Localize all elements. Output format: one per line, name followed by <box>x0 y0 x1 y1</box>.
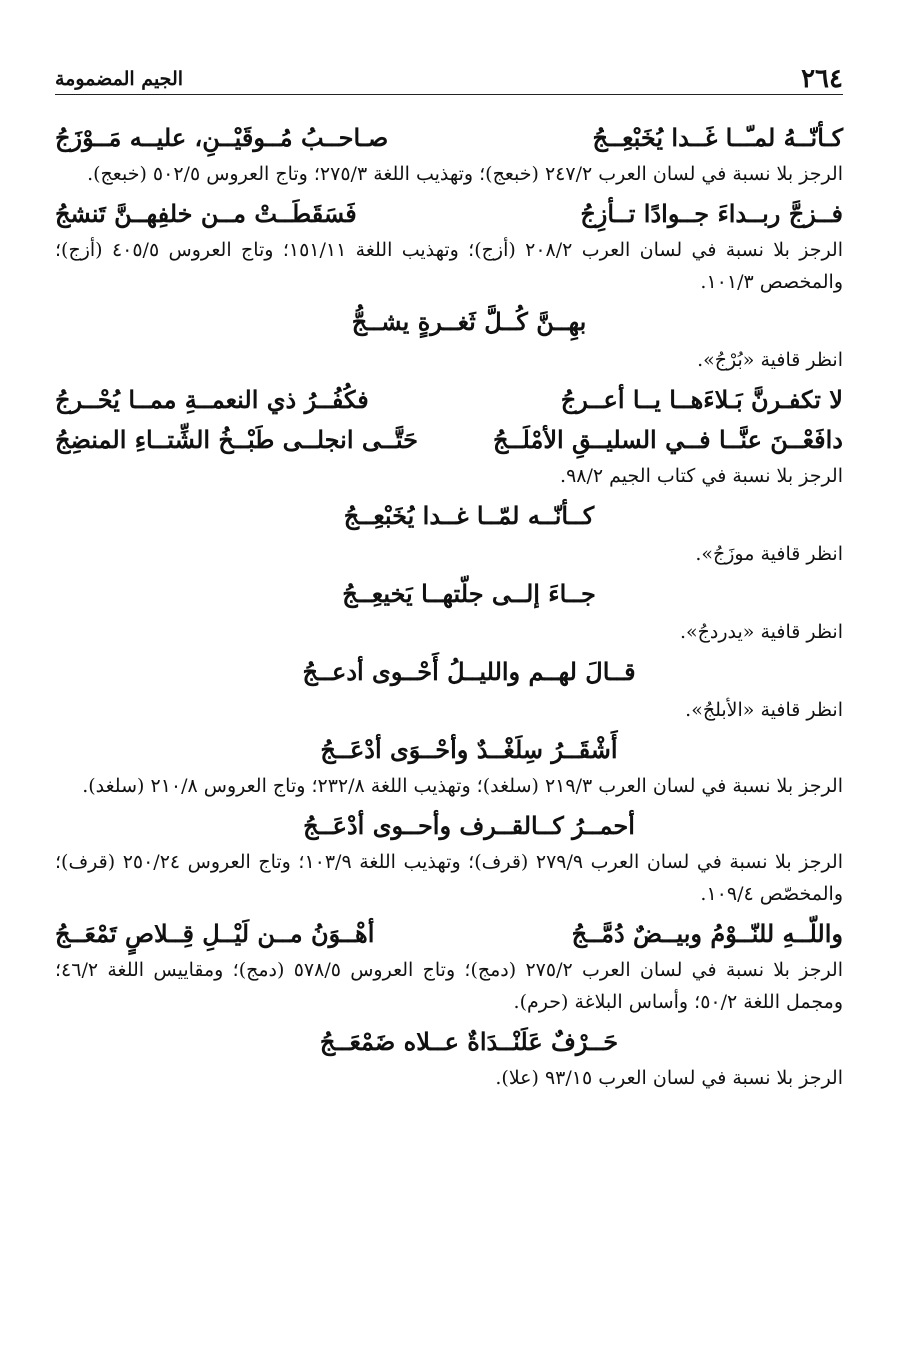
citation-note: الرجز بلا نسبة في لسان العرب ٩٣/١٥ (علا). <box>495 1067 843 1089</box>
page-number: ٢٦٤ <box>801 64 843 94</box>
verse-second-hemistich: فكُفُــرُ ذي النعمــةِ ممــا يُحْــرجُ <box>55 385 369 414</box>
verse-single: أَشْقَــرُ سِلَغْــدٌ وأحْــوَى أدْعَــجُ <box>320 735 618 764</box>
verse-line <box>55 194 843 234</box>
verse-second-hemistich: فَسَقَطَــتْ مــن خلفِهــنَّ تَنشجُ <box>55 199 357 228</box>
verse-second-hemistich: أهْــوَنُ مــن لَيْــلِ قِــلاصٍ تَمْعَــجُ <box>55 919 375 948</box>
verse-line <box>55 118 843 158</box>
verse-single: كــأنّــه لمّــا غــدا يُخَبْعِــجُ <box>343 501 595 530</box>
citation-note: الرجز بلا نسبة في كتاب الجيم ٩٨/٢. <box>560 465 843 487</box>
verse-first-hemistich: فــزجَّ ربــداءَ جــوادًا تــأزِجُ <box>580 199 843 228</box>
verse-first-hemistich: كـأنّــهُ لمـّــا غَــدا يُخَبْعِــجُ <box>592 123 843 152</box>
citation-note: الرجز بلا نسبة في لسان العرب ٢٤٧/٢ (خبعج)؛ وتهذيب اللغة ٢٧٥/٣؛ وتاج العروس ٥٠٢/٥ (خبعج). <box>87 163 843 185</box>
cross-reference-note: انظر قافية «يدردجُ». <box>679 621 843 643</box>
page-body <box>55 118 843 1098</box>
verse-line <box>55 914 843 954</box>
cross-reference-note: انظر قافية «بُرْجُ». <box>697 349 843 371</box>
citation-note: الرجز بلا نسبة في لسان العرب ٢١٩/٣ (سلغد)؛ وتهذيب اللغة ٢٣٢/٨؛ وتاج العروس ٢١٠/٨ (سلغد). <box>82 775 843 797</box>
citation-note: الرجز بلا نسبة في لسان العرب ٢٧٥/٢ (دمج)؛ وتاج العروس ٥٧٨/٥ (دمج)؛ ومقاييس اللغة ٤٦/٢؛ ومجمل اللغة ٥٠/٢؛ وأساس البلاغة (حرم). <box>55 959 843 1013</box>
verse-second-hemistich: حَتَّــى انجلــى طَبْــخُ الشِّتــاءِ المنضِجُ <box>55 425 419 454</box>
verse-second-hemistich: صـاحــبُ مُــوقَيْــنِ، عليــه مَــوْزَجُ <box>55 123 389 152</box>
verse-first-hemistich: لا تكفـرنَّ بَـلاءَهــا يــا أعــرجُ <box>560 385 843 414</box>
cross-reference-note: انظر قافية موزَجُ». <box>695 543 843 565</box>
verse-first-hemistich: واللّــهِ للنّــوْمُ وبيــضٌ دُمَّــجُ <box>571 919 843 948</box>
citation-note: الرجز بلا نسبة في لسان العرب ٢٠٨/٢ (أزج)؛ وتهذيب اللغة ١٥١/١١؛ وتاج العروس ٤٠٥/٥ (أزج)؛ والمخصص ١٠١/٣. <box>55 239 844 293</box>
verse-line <box>55 380 843 420</box>
verse-line <box>55 420 843 460</box>
verse-single: بهِــنَّ كُــلَّ ثَغــرةٍ يشــجُّ <box>351 307 587 336</box>
cross-reference-note: انظر قافية «الأبلجُ». <box>685 699 843 721</box>
verse-single: حَــرْفٌ عَلَنْــدَاةٌ عــلاه ضَمْعَــجُ <box>319 1027 619 1056</box>
verse-single: قــالَ لهــم والليــلُ أَحْــوى أدعــجُ <box>302 657 636 686</box>
citation-note: الرجز بلا نسبة في لسان العرب ٢٧٩/٩ (قرف)؛ وتهذيب اللغة ١٠٣/٩؛ وتاج العروس ٢٥٠/٢٤ (قرف)؛ والمخصّص ١٠٩/٤. <box>55 851 844 905</box>
page-header <box>55 58 843 95</box>
verse-single: جــاءَ إلــى جلّتهــا يَخيعِــجُ <box>342 579 596 608</box>
verse-single: أحمــرُ كــالقــرف وأحــوى أدْعَــجُ <box>303 811 635 840</box>
running-head: الجيم المضمومة <box>55 68 184 90</box>
verse-first-hemistich: دافَعْــنَ عنَّــا فــي السليــقِ الأمْلَــجُ <box>492 425 843 454</box>
